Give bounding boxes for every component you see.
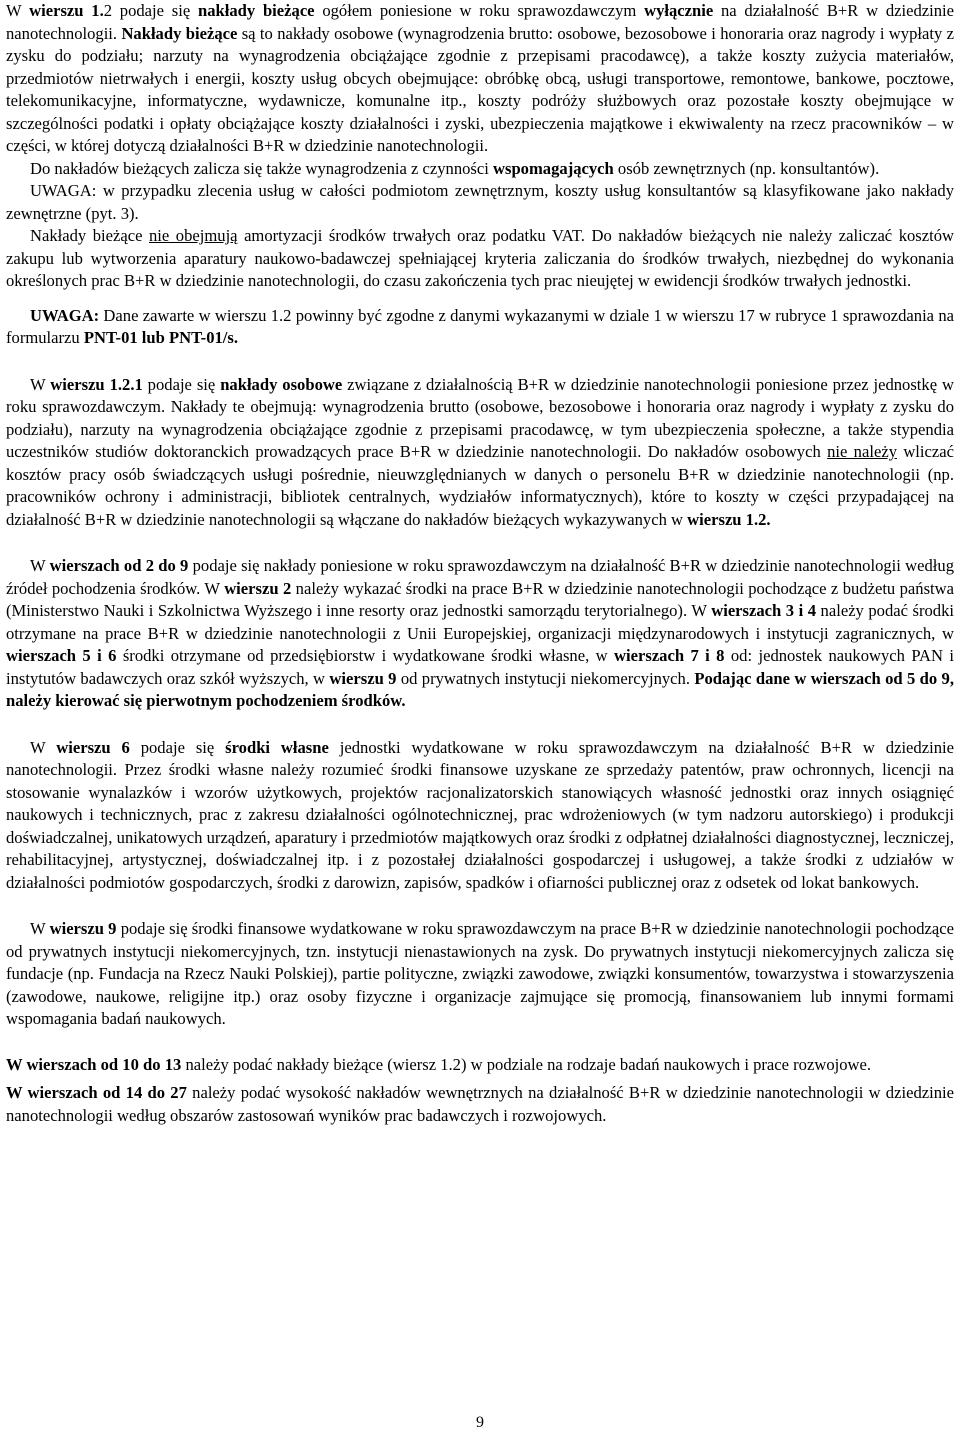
paragraph-row-1-2-1: W wierszu 1.2.1 podaje się nakłady osobowe związane z działalnością B+R w dziedzinie nanotechnologii poniesione przez jednostkę w roku sprawozdawczym. Nakłady te obejmują: wynagrodzenia brutto (osobowe, bezosobowe i honoraria oraz nagrody i wypłaty z zysku do podziału), narzuty na wynagrodzenia obciążające zgodnie z przepisami pracodawcę, w tym ubezpieczenia społeczne, a także stypendia uczestników studiów doktoranckich prowadzących prace B+R w dziedzinie nanotechnologii. Do nakładów osobowych nie należy wliczać kosztów pracy osób świadczących usługi pośrednie, nieuwzględnianych w danych o personelu B+R w dziedzinie nanotechnologii (np. pracowników ochrony i administracji, bibliotek centralnych, wydziałów informatycznych), które to koszty w części przypadającej na działalność B+R w dziedzinie nanotechnologii są włączane do nakładów bieżących wykazywanych w wierszu 1.2. bbox=[6, 374, 954, 529]
emphasis-bold: nakłady osobowe bbox=[220, 374, 343, 394]
emphasis-bold: środki własne bbox=[225, 737, 329, 757]
emphasis-underline: nie obejmują bbox=[149, 226, 238, 245]
emphasis-bold: W wierszach od 14 do 27 bbox=[6, 1083, 187, 1102]
paragraph-row-9: W wierszu 9 podaje się środki finansowe wydatkowane w roku sprawozdawczym na prace B+R w dziedzinie nanotechnologii pochodzące od prywatnych instytucji niekomercyjnych, tzn. instytucji nienastawionych na zysk. Do prywatnych instytucji niekomercyjnych zalicza się fundacje (np. Fundacja na Rzecz Nauki Polskiej), partie polityczne, związki zawodowe, związki konsumentów, towarzystwa i stowarzyszenia (zawodowe, naukowe, religijne itp.) oraz osoby fizyczne i organizacje zajmujące się promocją, finansowaniem lub innymi formami wspomagania badań naukowych. bbox=[6, 919, 954, 1028]
emphasis-bold: wierszu 9 bbox=[329, 668, 397, 688]
paragraph-rows-14-27: W wierszach od 14 do 27 należy podać wysokość nakładów wewnętrznych na działalność B+R w dziedzinie nanotechnologii w dziedzinie nanotechnologii według obszarów zastosowań wyników prac badawczych i rozwojowych. bbox=[6, 1083, 954, 1125]
emphasis-bold: wierszu 2 bbox=[224, 578, 292, 598]
emphasis-bold: wspomagających bbox=[493, 158, 614, 178]
paragraph-row-6: W wierszu 6 podaje się środki własne jednostki wydatkowane w roku sprawozdawczym na działalność B+R w dziedzinie nanotechnologii. Przez środki własne należy rozumieć środki finansowe uzyskane ze sprzedaży patentów, praw ochronnych, licencji na stosowanie wynalazków i wzorów użytkowych, projektów racjonalizatorskich stanowiących własność jednostki oraz innych osiągnięć naukowych i technicznych, prac z zakresu działalności ogólnotechnicznej, prac wdrożeniowych (w tym nadzoru autorskiego) i produkcji doświadczalnej, unikatowych urządzeń, aparatury i przedmiotów majątkowych oraz środki z odpłatnej działalności diagnostycznej, leczniczej, rehabilitacyjnej, artystycznej, doświadczalnej itp. i z pozostałej działalności gospodarczej i usługowej, a także środki z udziałów w działalności podmiotów gospodarczych, środki z darowizn, zapisów, spadków i ofiarności publicznej oraz z odsetek od lokat bankowych. bbox=[6, 737, 954, 892]
page-number: 9 bbox=[476, 1414, 484, 1431]
emphasis-bold: wierszu 6 bbox=[56, 737, 130, 757]
paragraph-note-external-services: UWAGA: w przypadku zlecenia usług w całości podmiotom zewnętrznym, koszty usług konsultantów są klasyfikowane jako nakłady zewnętrzne (pyt. 3). bbox=[6, 181, 954, 223]
paragraph-note-consistency: UWAGA: Dane zawarte w wierszu 1.2 powinny być zgodne z danymi wykazanymi w dziale 1 w wierszu 17 w rubryce 1 sprawozdania na formularzu PNT-01 lub PNT-01/s. bbox=[6, 305, 954, 347]
emphasis-bold: wierszu 1.2. bbox=[687, 509, 771, 529]
emphasis-bold: wierszach 3 i 4 bbox=[711, 601, 817, 620]
emphasis-bold: PNT-01 lub PNT-01/s. bbox=[83, 328, 239, 347]
paragraph-rows-10-13: W wierszach od 10 do 13 należy podać nakłady bieżące (wiersz 1.2) w podziale na rodzaje badań naukowych i prace rozwojowe. bbox=[6, 1054, 872, 1074]
paragraph-exclusions: Nakłady bieżące nie obejmują amortyzacji środków trwałych oraz podatku VAT. Do nakładów bieżących nie należy zaliczać kosztów zakupu lub wytworzenia aparatury naukowo-badawczej spełniającej kryteria zaliczania do środków trwałych, niezbędnej do wykonania określonych prac B+R w dziedzinie nanotechnologii, do czasu zakończenia tych prac nieujętej w ewidencji środków trwałych jednostki. bbox=[6, 226, 955, 290]
paragraph-supporting-staff: Do nakładów bieżących zalicza się także wynagrodzenia z czynności wspomagających osób zewnętrznych (np. konsultantów). bbox=[30, 158, 880, 178]
emphasis-underline: nie należy bbox=[827, 442, 897, 461]
document-page bbox=[6, 0, 954, 1127]
emphasis-bold: Podając dane w wierszach od 5 do 9, należy kierować się pierwotnym pochodzeniem środków. bbox=[6, 668, 954, 710]
emphasis-bold: UWAGA: bbox=[30, 305, 100, 325]
emphasis-bold: wyłącznie bbox=[644, 1, 714, 20]
emphasis-bold: wierszu 1.2.1 bbox=[50, 374, 143, 394]
emphasis-bold: Nakłady bieżące bbox=[121, 23, 238, 43]
emphasis-bold: wierszach 7 i 8 bbox=[614, 646, 725, 665]
emphasis-bold: wierszach od 2 do 9 bbox=[49, 556, 189, 575]
emphasis-bold: W wierszach od 10 do 13 bbox=[6, 1054, 182, 1074]
emphasis-bold: wierszach 5 i 6 bbox=[6, 646, 117, 665]
paragraph-row-1-2: W wierszu 1.2 podaje się nakłady bieżące ogółem poniesione w roku sprawozdawczym wyłącznie na działalność B+R w dziedzinie nanotechnologii. Nakłady bieżące są to nakłady osobowe (wynagrodzenia brutto: osobowe, bezosobowe i honoraria oraz nagrody i wypłaty z zysku do podziału; narzuty na wynagrodzenia obciążające zgodnie z przepisami pracodawcę), a także koszty zużycia materiałów, przedmiotów nietrwałych i energii, koszty usług obcych obejmujące: obróbkę obcą, usługi transportowe, remontowe, bankowe, pocztowe, telekomunikacyjne, informatyczne, wydawnicze, komunalne itp., koszty podróży służbowych oraz pozostałe koszty obejmujące w szczególności podatki i opłaty obciążające koszty działalności i zyski, ubezpieczenia majątkowe i ekwiwalenty na rzecz pracowników – w części, w której dotyczą działalności B+R w dziedzinie nanotechnologii. bbox=[6, 1, 955, 155]
emphasis-bold: wierszu 9 bbox=[49, 919, 117, 938]
emphasis-bold: nakłady bieżące bbox=[198, 1, 315, 20]
emphasis-bold: wierszu 1. bbox=[29, 1, 104, 20]
paragraph-rows-2-9: W wierszach od 2 do 9 podaje się nakłady poniesione w roku sprawozdawczym na działalność B+R w dziedzinie nanotechnologii według źródeł pochodzenia środków. W wierszu 2 należy wykazać środki na prace B+R w dziedzinie nanotechnologii pochodzące z budżetu państwa (Ministerstwo Nauki i Szkolnictwa Wyższego i inne resorty oraz jednostki samorządu terytorialnego). W wierszach 3 i 4 należy podać środki otrzymane na prace B+R w dziedzinie nanotechnologii z Unii Europejskiej, organizacji międzynarodowych i instytucji zagranicznych, w wierszach 5 i 6 środki otrzymane od przedsiębiorstw i wydatkowane środki własne, w wierszach 7 i 8 od: jednostek naukowych PAN i instytutów badawczych oraz szkół wyższych, w wierszu 9 od prywatnych instytucji niekomercyjnych. Podając dane w wierszach od 5 do 9, należy kierować się pierwotnym pochodzeniem środków. bbox=[6, 556, 955, 710]
